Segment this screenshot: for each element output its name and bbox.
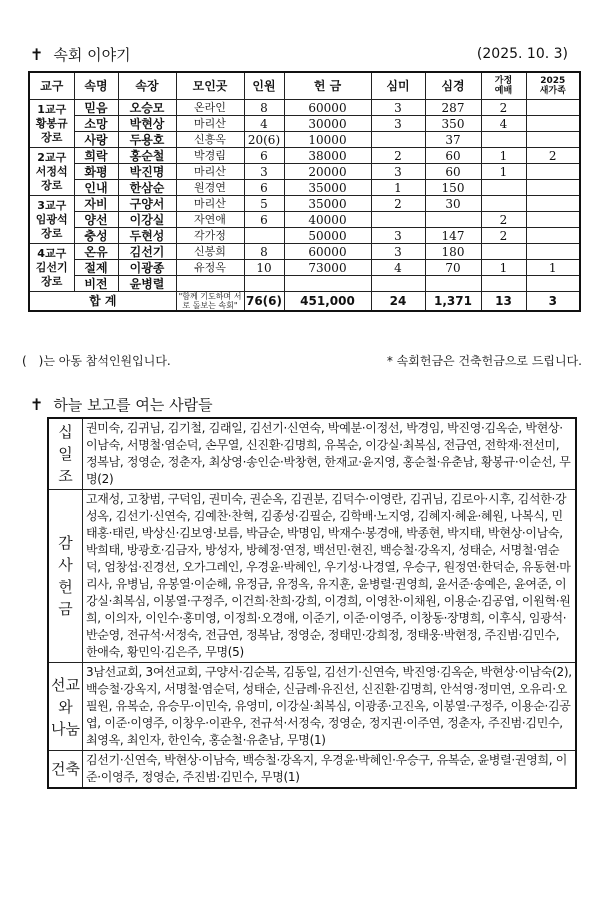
header-cell: 속장 xyxy=(118,72,176,100)
offering-category: 선교 와 나눔 xyxy=(48,663,83,751)
table-cell: 6 xyxy=(244,180,284,196)
table-cell: 1 xyxy=(481,260,526,276)
table-cell: 마리산 xyxy=(176,164,244,180)
table-cell xyxy=(481,276,526,292)
table-cell: 40000 xyxy=(284,212,371,228)
attendance-table xyxy=(28,71,581,312)
table-cell: 1 xyxy=(371,180,425,196)
table-cell: 온유 xyxy=(74,244,118,260)
offering-row xyxy=(48,751,576,789)
table-cell: 2 xyxy=(481,228,526,244)
table-cell xyxy=(526,244,580,260)
table-cell: 두용호 xyxy=(118,132,176,148)
table-cell: 윤병렬 xyxy=(118,276,176,292)
table-cell: 온라인 xyxy=(176,100,244,116)
gyogu-line: 장로 xyxy=(41,274,63,288)
attendance-row xyxy=(29,196,580,212)
header-cell: 헌 금 xyxy=(284,72,371,100)
table-cell: 60 xyxy=(425,164,481,180)
table-cell: 1 xyxy=(481,164,526,180)
offering-names: 고재성, 고창범, 구덕임, 권미숙, 권순옥, 김권분, 김덕수·이영란, 김귀님, 김로아·시후, 김석한·강성옥, 김선기·신연숙, 김예찬·찬혁, 김종성·김필순, 김학배·노지영, 김혜지·혜윤·혜원, 나복식, 민태홍·태린, 박상신·김보영·보름, 박금순, 박명임, 박재수·봉경애, 박종현, 박지태, 박현상·이남숙, 박희태, 방광호·김금자, 방성자, 방혜정·연정, 백선민·현진, 백승철·강옥지, 성태순, 서명철·염순덕, 엄창섭·진경선, 오가그레인, 우경윤·박혜인, 우기성·나경열, 우승구, 원정연·한덕순, 유동현·마리사, 유병님, 유봉열·이순해, 유정금, 유정옥, 유지훈, 윤병렬·권영희, 윤서준·송예은, 윤여준, 이강실·최복심, 이봉열·구정주, 이건희·찬희·강희, 이경희, 이영찬·이채원, 이용순·김공엽, 이원혁·원희, 이의자, 이인수·홍미영, 이정희·오경애, 이준기, 이준·이영주, 이창동·장명희, 이후식, 임광석·반순영, 전규석·서정숙, 전금연, 정복남, 정영순, 정태민·강희정, 정태웅·박현정, 주진범·김민수, 한애숙, 황민익·김은주, 무명(5) xyxy=(83,490,577,663)
total-inwon: 76(6) xyxy=(244,292,284,312)
table-cell: 홍순철 xyxy=(118,148,176,164)
report-date: (2025. 10. 3) xyxy=(476,46,568,62)
attendance-header-row xyxy=(29,72,580,100)
table-cell: 20(6) xyxy=(244,132,284,148)
table-cell xyxy=(371,212,425,228)
table-cell: 구양서 xyxy=(118,196,176,212)
table-cell: 60 xyxy=(425,148,481,164)
table-cell xyxy=(371,132,425,148)
table-cell xyxy=(526,276,580,292)
table-cell xyxy=(526,196,580,212)
table-cell: 오승모 xyxy=(118,100,176,116)
table-cell: 350 xyxy=(425,116,481,132)
attendance-row xyxy=(29,212,580,228)
table-cell xyxy=(371,276,425,292)
table-cell xyxy=(526,180,580,196)
gyogu-cell xyxy=(29,244,74,292)
table-cell: 절제 xyxy=(74,260,118,276)
section1-title: 속회 이야기 xyxy=(53,46,131,64)
table-cell xyxy=(284,276,371,292)
table-cell: 이광종 xyxy=(118,260,176,276)
table-cell: 자연애 xyxy=(176,212,244,228)
table-cell: 박진명 xyxy=(118,164,176,180)
table-cell: 신봉희 xyxy=(176,244,244,260)
table-cell xyxy=(526,228,580,244)
table-cell: 60000 xyxy=(284,100,371,116)
header-cell: 모인곳 xyxy=(176,72,244,100)
attendance-row xyxy=(29,148,580,164)
gyogu-line: 장로 xyxy=(41,226,63,240)
total-saegajok: 3 xyxy=(526,292,580,312)
table-cell: 8 xyxy=(244,100,284,116)
section1-heading xyxy=(30,44,131,65)
gyogu-line: 임광석 xyxy=(35,212,68,226)
attendance-row xyxy=(29,276,580,292)
table-cell: 3 xyxy=(371,100,425,116)
table-cell: 4 xyxy=(371,260,425,276)
table-cell: 비전 xyxy=(74,276,118,292)
table-cell: 5 xyxy=(244,196,284,212)
table-cell xyxy=(526,212,580,228)
table-cell: 인내 xyxy=(74,180,118,196)
offering-category: 감 사 헌 금 xyxy=(48,490,83,663)
gyogu-line: 서정석 xyxy=(35,164,68,178)
table-cell xyxy=(244,228,284,244)
table-cell: 10 xyxy=(244,260,284,276)
table-cell: 20000 xyxy=(284,164,371,180)
table-cell: 1 xyxy=(481,148,526,164)
offering-row xyxy=(48,418,576,490)
table-cell xyxy=(481,196,526,212)
total-row xyxy=(29,292,580,312)
table-cell xyxy=(526,116,580,132)
table-cell: 사랑 xyxy=(74,132,118,148)
table-cell: 양선 xyxy=(74,212,118,228)
table-cell: 70 xyxy=(425,260,481,276)
table-cell: 소망 xyxy=(74,116,118,132)
table-cell: 60000 xyxy=(284,244,371,260)
cross-icon: ✝ xyxy=(30,45,44,64)
table-cell: 150 xyxy=(425,180,481,196)
gyogu-line: 2교구 xyxy=(37,150,67,164)
table-cell: 10000 xyxy=(284,132,371,148)
table-cell: 4 xyxy=(244,116,284,132)
table-cell xyxy=(176,276,244,292)
attendance-row xyxy=(29,244,580,260)
table-cell: 마리산 xyxy=(176,196,244,212)
table-cell: 믿음 xyxy=(74,100,118,116)
header-cell: 심미 xyxy=(371,72,425,100)
table-cell: 2 xyxy=(371,148,425,164)
table-cell: 37 xyxy=(425,132,481,148)
table-cell xyxy=(481,244,526,260)
table-cell: 8 xyxy=(244,244,284,260)
total-note: "함께 기도하며 서로 돌보는 속회" xyxy=(176,292,244,312)
total-simmi: 24 xyxy=(371,292,425,312)
header-cell: 2025 새가족 xyxy=(526,72,580,100)
table-cell: 30000 xyxy=(284,116,371,132)
offering-names: 3남선교회, 3여선교회, 구양서·김순복, 김동일, 김선기·신연숙, 박진영·김옥순, 박현상·이남숙(2), 백승철·강옥지, 서명철·염순덕, 성태순, 신금례·유진선, 신진환·김명희, 안석영·정미연, 오유리·오필원, 유복순, 유승무·이민숙, 유영미, 이강실·최복심, 이광종·고진옥, 이봉열·구정주, 이용순·김공엽, 이준·이영주, 이창우·이관우, 전규석·서정숙, 정영순, 정지권·이주연, 정춘자, 주진범·김민수, 최영옥, 최인자, 한인숙, 홍순철·유춘남, 무명(1) xyxy=(83,663,577,751)
total-label: 합 계 xyxy=(29,292,176,312)
table-cell: 180 xyxy=(425,244,481,260)
table-cell: 73000 xyxy=(284,260,371,276)
table-cell: 6 xyxy=(244,212,284,228)
table-cell xyxy=(481,132,526,148)
table-cell: 3 xyxy=(371,244,425,260)
table-cell: 충성 xyxy=(74,228,118,244)
table-cell: 화평 xyxy=(74,164,118,180)
header-cell: 심경 xyxy=(425,72,481,100)
offering-category: 건축 xyxy=(48,751,83,789)
table-cell xyxy=(425,212,481,228)
gyogu-line: 황봉규 xyxy=(35,116,68,130)
total-heongeum: 451,000 xyxy=(284,292,371,312)
attendance-row xyxy=(29,132,580,148)
table-cell: 유정옥 xyxy=(176,260,244,276)
table-cell: 50000 xyxy=(284,228,371,244)
total-yebae: 13 xyxy=(481,292,526,312)
table-cell: 6 xyxy=(244,148,284,164)
table-cell: 35000 xyxy=(284,180,371,196)
table-cell: 2 xyxy=(481,100,526,116)
table-cell: 마리산 xyxy=(176,116,244,132)
table-cell xyxy=(481,180,526,196)
table-cell: 4 xyxy=(481,116,526,132)
gyogu-cell xyxy=(29,100,74,148)
note-children: ( )는 아동 참석인원입니다. xyxy=(22,354,171,368)
gyogu-line: 1교구 xyxy=(37,102,67,116)
cross-icon: ✝ xyxy=(30,395,44,414)
table-cell: 147 xyxy=(425,228,481,244)
table-cell xyxy=(244,276,284,292)
header-cell: 교구 xyxy=(29,72,74,100)
table-cell: 신흥옥 xyxy=(176,132,244,148)
attendance-row xyxy=(29,116,580,132)
table-cell: 자비 xyxy=(74,196,118,212)
note-offering: * 속회헌금은 건축헌금으로 드립니다. xyxy=(386,354,582,368)
table-cell: 박현상 xyxy=(118,116,176,132)
gyogu-line: 김선기 xyxy=(35,260,68,274)
header-cell: 가정 예배 xyxy=(481,72,526,100)
attendance-row xyxy=(29,100,580,116)
attendance-row xyxy=(29,260,580,276)
offering-names: 권미숙, 김귀님, 김기철, 김래일, 김선기·신연숙, 박예분·이정선, 박경임, 박진영·김옥순, 박현상·이남숙, 서명철·염순덕, 손무열, 신진환·김명희, 유복순, 이강실·최복심, 전금연, 전학재·전선미, 정복남, 정영순, 정춘자, 최상영·송인순·박창현, 한재교·윤지영, 홍순철·유춘남, 황봉규·이순선, 무명(2) xyxy=(83,418,577,490)
table-cell: 30 xyxy=(425,196,481,212)
notes-row xyxy=(22,352,582,369)
table-cell: 한삼순 xyxy=(118,180,176,196)
table-cell: 3 xyxy=(371,116,425,132)
table-cell: 원경연 xyxy=(176,180,244,196)
table-cell: 3 xyxy=(244,164,284,180)
table-cell: 3 xyxy=(371,228,425,244)
table-cell: 38000 xyxy=(284,148,371,164)
table-cell: 2 xyxy=(526,148,580,164)
table-cell: 35000 xyxy=(284,196,371,212)
gyogu-cell xyxy=(29,196,74,244)
table-cell: 1 xyxy=(526,260,580,276)
table-cell: 287 xyxy=(425,100,481,116)
header-cell: 속명 xyxy=(74,72,118,100)
total-simgyeong: 1,371 xyxy=(425,292,481,312)
table-cell xyxy=(526,132,580,148)
table-cell xyxy=(526,100,580,116)
table-cell: 3 xyxy=(371,164,425,180)
table-cell: 박경림 xyxy=(176,148,244,164)
attendance-row xyxy=(29,228,580,244)
gyogu-line: 4교구 xyxy=(37,246,67,260)
offering-row xyxy=(48,663,576,751)
section2-title: 하늘 보고를 여는 사람들 xyxy=(53,396,213,414)
offering-row xyxy=(48,490,576,663)
table-cell: 희락 xyxy=(74,148,118,164)
table-cell: 각가정 xyxy=(176,228,244,244)
table-cell xyxy=(425,276,481,292)
gyogu-cell xyxy=(29,148,74,196)
table-cell: 김선기 xyxy=(118,244,176,260)
table-cell: 두현성 xyxy=(118,228,176,244)
attendance-row xyxy=(29,164,580,180)
table-cell: 2 xyxy=(371,196,425,212)
gyogu-line: 장로 xyxy=(41,130,63,144)
attendance-row xyxy=(29,180,580,196)
section2-heading xyxy=(30,394,213,415)
table-cell: 이강실 xyxy=(118,212,176,228)
offering-names: 김선기·신연숙, 박현상·이남숙, 백승철·강옥지, 우경윤·박혜인·우승구, 유복순, 윤병렬·권영희, 이준·이영주, 정영순, 주진범·김민수, 무명(1) xyxy=(83,751,577,789)
header-cell: 인원 xyxy=(244,72,284,100)
table-cell: 2 xyxy=(481,212,526,228)
gyogu-line: 장로 xyxy=(41,178,63,192)
table-cell xyxy=(526,164,580,180)
gyogu-line: 3교구 xyxy=(37,198,67,212)
offerings-table xyxy=(47,417,577,789)
offering-category: 십 일 조 xyxy=(48,418,83,490)
